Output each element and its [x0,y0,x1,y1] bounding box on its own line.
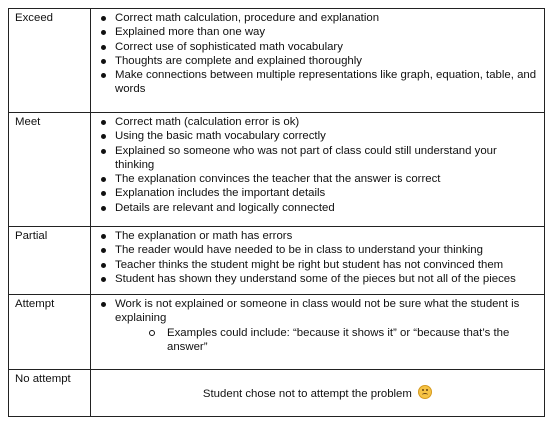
criteria-item: Correct use of sophisticated math vocabulary [115,40,538,54]
criteria-item: Explained so someone who was not part of class could still understand your thinking [115,144,538,173]
criteria-list-attempt [91,297,544,354]
criteria-cell-exceed [91,9,545,113]
criteria-item: Correct math (calculation error is ok) [115,115,538,129]
level-label-no-attempt: No attempt [9,370,91,417]
rubric-row-partial [9,227,545,295]
rubric-row-attempt [9,295,545,370]
rubric-row-meet [9,113,545,227]
criteria-cell-meet [91,113,545,227]
criteria-item: Details are relevant and logically connected [115,201,538,215]
criteria-item: Explained more than one way [115,25,538,39]
criteria-item: Explanation includes the important details [115,186,538,200]
frowning-face-icon [418,385,432,399]
criteria-item: The explanation or math has errors [115,229,538,243]
criteria-sublist-attempt [115,326,538,355]
criteria-item: Thoughts are complete and explained thoroughly [115,54,538,68]
criteria-item: The explanation convinces the teacher that the answer is correct [115,172,538,186]
rubric-row-exceed [9,9,545,113]
criteria-item: Correct math calculation, procedure and explanation [115,11,538,25]
criteria-item: The reader would have needed to be in class to understand your thinking [115,243,538,257]
rubric-table [8,8,545,417]
criteria-item-text: Work is not explained or someone in class would not be sure what the student is explaining [115,298,520,325]
criteria-list-partial [91,229,544,286]
criteria-list-meet [91,115,544,215]
level-label-exceed: Exceed [9,9,91,113]
criteria-list-exceed [91,11,544,97]
criteria-item: Teacher thinks the student might be right but student has not convinced them [115,258,538,272]
criteria-item: Using the basic math vocabulary correctly [115,129,538,143]
level-label-attempt: Attempt [9,295,91,370]
no-attempt-text: Student chose not to attempt the problem [202,387,412,400]
criteria-item: Make connections between multiple representations like graph, equation, table, and words [115,69,537,96]
criteria-item [115,297,538,354]
level-label-meet: Meet [9,113,91,227]
criteria-cell-attempt [91,295,545,370]
criteria-subitem: Examples could include: “because it shows it” or “because that’s the answer” [167,326,538,355]
level-label-partial: Partial [9,227,91,295]
criteria-cell-partial [91,227,545,295]
criteria-item: Student has shown they understand some of the pieces but not all of the pieces [115,272,538,286]
rubric-row-no-attempt [9,370,545,417]
criteria-cell-no-attempt [91,370,545,417]
